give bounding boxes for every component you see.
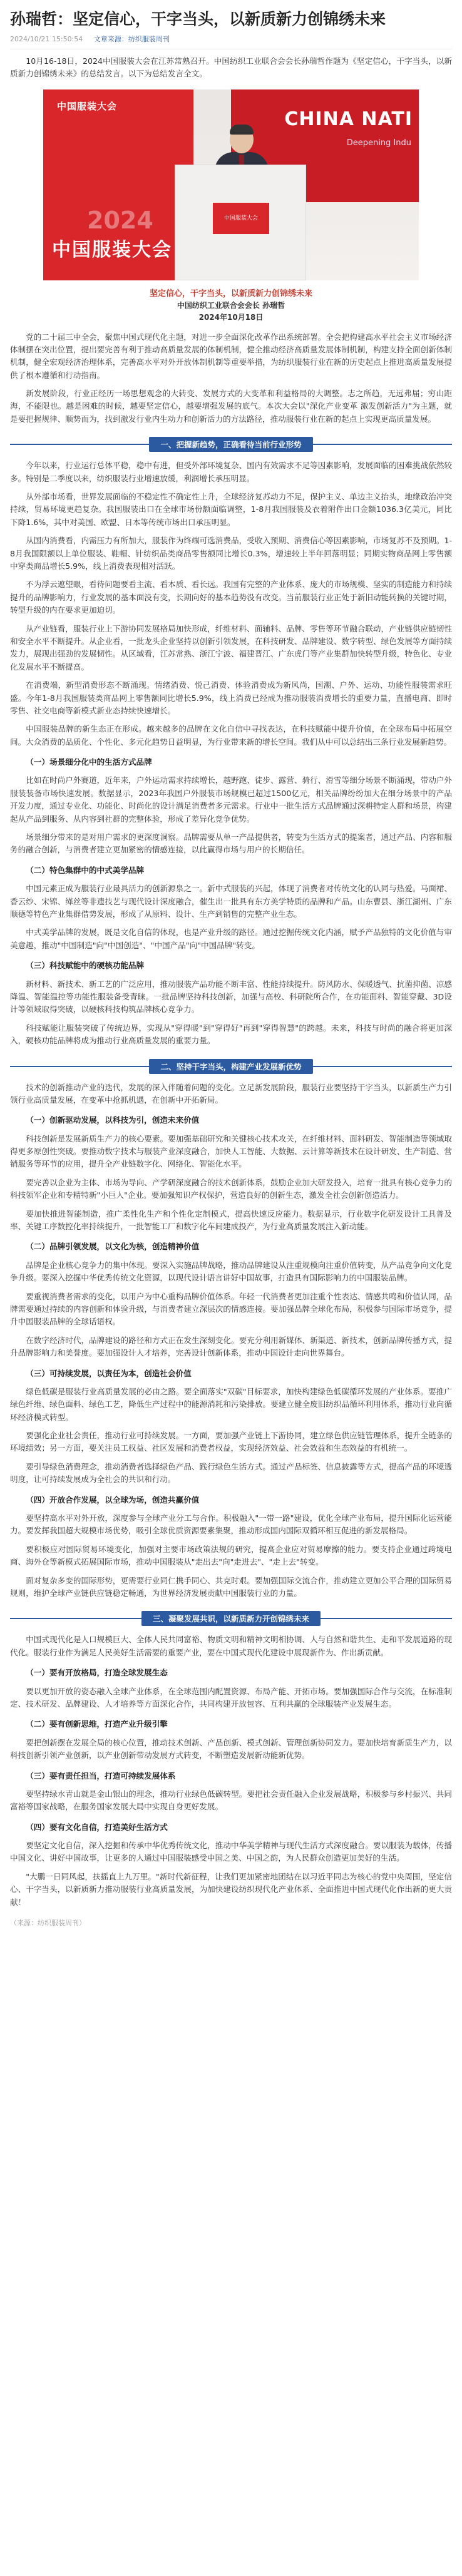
paragraph: 不为浮云遮望眼，看待问题要看主流、看本质、看长远。我国有完整的产业体系、庞大的市场规模、坚实的制造能力和持续提升的品牌影响力，行业发展的基本面没有变，长期向好的基本趋势没有改变。当前服装行业正处于新旧动能转换的关键时期，转型升级的内在要求更加迫切。 (10, 580, 452, 615)
paragraph: 在消费端，新型消费形态不断涌现。情绪消费、悦己消费、体验消费成为新风尚，国潮、户外、运动、功能性服装需求旺盛。今年1-8月我国服装类商品网上零售额同比增长5.9%，线上消费已经成为推动服装消费增长的重要力量，直播电商、即时零售、社交电商等新模式新业态持续快速增长。 (10, 680, 452, 715)
speech-caption (10, 287, 452, 322)
section-header-1 (10, 437, 452, 452)
paragraph: 从产业链看，服装行业上下游协同发展格局加快形成，纤维材料、面辅料、品牌、零售等环节融合联动，产业链供应链韧性和安全水平不断提升。从企业看，一批龙头企业坚持以创新引领发展，在科技研发、品牌建设、数字转型、绿色发展等方面持续发力，展现出强劲的发展韧性。从区域看，江苏常熟、浙江宁波、福建晋江、广东虎门等产业集群加快转型升级，特色化、专业化发展水平不断提高。 (10, 623, 452, 672)
paragraph: 科技创新是发展新质生产力的核心要素。要加强基础研究和关键核心技术攻关，在纤维材料、面料研发、智能制造等领域取得更多原创性突破。要推动数字技术与服装产业深度融合，加快人工智能、大数据、云计算等新技术在设计研发、生产制造、营销服务等环节的应用，提升全产业链数字化、网络化、智能化水平。 (10, 1133, 452, 1169)
subheading-work-1: （一）创新驱动发展，以科技为引，创造未来价值 (26, 1115, 200, 1125)
section-label: 三、凝聚发展共识，以新质新力开创锦绣未来 (141, 1611, 321, 1626)
paragraph: "大鹏一日同风起，扶摇直上九万里。"新时代新征程，让我们更加紧密地团结在以习近平同志为核心的党中央周围，坚定信心、干字当头，以新质新力推动服装行业高质量发展，为加快建设纺织现代化产业体系、全面推进中国式现代化作出新的更大贡献！ (10, 1871, 452, 1907)
paragraph: 新材料、新技术、新工艺的广泛应用，推动服装产品功能不断丰富、性能持续提升。防风防水、保暖透气、抗菌抑菌、凉感降温、智能温控等功能性服装备受青睐。一批品牌坚持科技创新，加强与高校、科研院所合作，在功能面料、智能穿戴、3D设计等领域取得突破，以硬核科技构筑品牌核心竞争力。 (10, 979, 452, 1015)
paragraph: 科技赋能让服装突破了传统边界，实现从"穿得暖"到"穿得好"再到"穿得智慧"的跨越。未来，科技与时尚的融合将更加深入，硬核功能品牌将成为推动行业高质量发展的重要力量。 (10, 1023, 452, 1046)
body-block-c (10, 1081, 452, 1107)
work-4-block (10, 1512, 452, 1600)
subheading-trend-2: （二）特色集群中的中式美学品牌 (26, 865, 145, 875)
paragraph: 中国元素正成为服装行业最具活力的创新源泉之一。新中式服装的兴起，体现了消费者对传统文化的认同与热爱。马面裙、香云纱、宋锦、缂丝等非遗技艺与现代设计深度融合，催生出一批具有东方美学特质的品牌和产品。山东曹县、浙江湖州、广东顺德等特色产业集群借势发展，形成了从原料、设计、生产到销售的完整产业生态。 (10, 884, 452, 919)
stage-backdrop-left (43, 89, 193, 280)
paragraph: 要加快推进智能制造，推广柔性化生产和个性化定制模式，提高快速反应能力。数据显示，行业数字化研发设计工具普及率、关键工序数控化率持续提升，一批智能工厂和数字化车间建成投产，为行业高质量发展注入新动能。 (10, 1209, 452, 1232)
subheading-work-3: （三）可持续发展，以责任为本，创造社会价值 (26, 1368, 192, 1378)
paragraph: 中国式现代化是人口规模巨大、全体人民共同富裕、物质文明和精神文明相协调、人与自然和谐共生、走和平发展道路的现代化。服装行业作为满足人民美好生活需要的重要产业，要在中国式现代化建设中展现新作为、作出新贡献。 (10, 1635, 452, 1657)
goal-3-block (10, 1788, 452, 1814)
paragraph: 要引导绿色消费理念，推动消费者选择绿色产品、践行绿色生活方式。通过产品标签、信息披露等方式，提高产品的环境透明度，让可持续发展成为全社会的共识和行动。 (10, 1461, 452, 1485)
paragraph: 面对复杂多变的国际形势，更需要行业同仁携手同心、共克时艰。要加强国际交流合作，推动建立更加公平合理的国际贸易规则，维护全球产业链供应链稳定畅通，为世界经济发展贡献中国服装行业的力量。 (10, 1575, 452, 1598)
paragraph: 要把创新摆在发展全局的核心位置，推动技术创新、产品创新、模式创新、管理创新协同发力。要加快培育新质生产力，以科技创新引领产业创新，以产业创新带动发展方式转变，不断塑造发展新动能新优势。 (10, 1737, 452, 1761)
trend-3-block (10, 978, 452, 1048)
subheading-trend-1: （一）场景细分化中的生活方式品牌 (26, 757, 152, 767)
paragraph: 中国服装品牌的新生态正在形成。越来越多的品牌在文化自信中寻找表达，在科技赋能中提升价值，在全球布局中拓展空间。大众消费的品质化、个性化、多元化趋势日益明显，为行业带来新的增长空间。我们从中可以总结出三条行业发展新趋势。 (10, 724, 452, 747)
backdrop-title: 中国服装大会 (52, 238, 172, 261)
speaker-hair (230, 125, 254, 135)
caption-title: 坚定信心，干字当头，以新质新力创锦绣未来 (149, 289, 312, 299)
backdrop-year: 2024 (87, 206, 153, 234)
trend-1-block (10, 774, 452, 856)
body-block-b (10, 459, 452, 749)
paragraph: 要重视消费者需求的变化，以用户为中心重构品牌价值体系。年轻一代消费者更加注重个性表达、情感共鸣和价值认同，品牌需要通过持续的内容创新和体验升级，与消费者建立深层次的情感连接。要加强品牌全球化布局，积极参与国际市场竞争，提升中国服装品牌的全球话语权。 (10, 1291, 452, 1327)
intro-block (10, 55, 452, 81)
paragraph: 中式美学品牌的发展，既是文化自信的体现，也是产业升级的路径。通过挖掘传统文化内涵，赋予产品独特的文化价值与审美意趣，推动"中国制造"向"中国创造"、"中国产品"向"中国品牌"转变。 (10, 928, 452, 950)
paragraph: 新发展阶段，行业正经历一场思想观念的大转变、发展方式的大变革和利益格局的大调整。志之所趋，无远弗届；穷山距海，不能限也。越是困难的时候，越要坚定信心，越要增强发展的底气。本次大会以"深化产业变革 激发创新活力"为主题，就是要把握规律、顺势而为，找到激发行业内生动力和创新活力的方法路径，推动服装行业在新的起点上实现更高质量发展。 (10, 389, 452, 424)
paragraph: 要以更加开放的姿态融入全球产业体系，在全球范围内配置资源、布局产能、开拓市场。要加强国际合作与交流，在标准制定、技术研发、品牌建设、人才培养等方面深化合作，共同构建开放包容、互利共赢的全球服装产业发展生态。 (10, 1686, 452, 1709)
work-3-block (10, 1386, 452, 1486)
paragraph: 要完善以企业为主体、市场为导向、产学研深度融合的技术创新体系，鼓励企业加大研发投入，培育一批具有核心竞争力的科技领军企业和专精特新"小巨人"企业。要加强知识产权保护，营造良好的创新生态，激发全社会创新创造活力。 (10, 1177, 452, 1200)
subheading-work-4: （四）开放合作发展，以全球为场，创造共赢价值 (26, 1495, 200, 1505)
goal-1-block (10, 1685, 452, 1711)
work-1-block (10, 1133, 452, 1234)
paragraph: 要积极应对国际贸易环境变化，加强对主要市场政策法规的研究，提高企业应对贸易摩擦的能力。要支持企业通过跨境电商、海外仓等新模式拓展国际市场，推动中国服装从"走出去"向"走进去"、"走上去"转变。 (10, 1544, 452, 1567)
paragraph: 在数字经济时代，品牌建设的路径和方式正在发生深刻变化。要充分利用新媒体、新渠道、新技术，创新品牌传播方式，提升品牌影响力和美誉度。要加强设计人才培养，完善设计创新体系，推动中国设计走向世界舞台。 (10, 1335, 452, 1358)
goal-4-block (10, 1839, 452, 1865)
paragraph: 从外部市场看，世界发展面临的不稳定性不确定性上升，全球经济复苏动力不足，保护主义、单边主义抬头，地缘政治冲突持续，贸易环境更趋复杂。我国服装出口在全球市场份额面临调整，1-8月我国服装及衣着附件出口金额1036.3亿美元，同比下降1.6%，其中对美国、欧盟、日本等传统市场出口承压明显。 (10, 492, 452, 527)
paragraph: 要坚定文化自信，深入挖掘和传承中华优秀传统文化，推动中华美学精神与现代生活方式深度融合。要以服装为载体，传播中国文化、讲好中国故事，让更多的人通过中国服装感受中国之美、中国之韵，为人民群众创造更加美好的生活。 (10, 1841, 452, 1863)
article-date: 2024/10/21 15:50:54 (10, 34, 83, 43)
paragraph: 场景细分带来的是对用户需求的更深度洞察。品牌需要从单一产品提供者，转变为生活方式的提案者，通过产品、内容和服务的融合创新，与消费者建立更加紧密的情感连接，以此赢得市场与用户的长期信任。 (10, 832, 452, 855)
section-header-2 (10, 1059, 452, 1074)
article-title: 孙瑞哲：坚定信心，干字当头，以新质新力创锦绣未来 (10, 10, 386, 28)
caption-date: 2024年10月18日 (198, 312, 264, 322)
subheading-goal-1: （一）要有开放格局，打造全球发展生态 (26, 1668, 168, 1678)
body-block-a (10, 331, 452, 426)
paragraph: 党的二十届三中全会，聚焦中国式现代化主题，对进一步全面深化改革作出系统部署。全会把构建高水平社会主义市场经济体制摆在突出位置，提出要完善有利于推动高质量发展的体制机制，健全推动经济高质量发展体制机制，构建支持全面创新体制机制，健全宏观经济治理体系，完善高水平对外开放体制机制等重要举措，为纺织服装行业在新的历史起点上推进高质量发展提供了根本遵循和行动指南。 (10, 332, 452, 380)
paragraph: 品牌是企业核心竞争力的集中体现。要深入实施品牌战略，推动品牌建设从注重规模向注重价值转变，从产品竞争向文化竞争升级。要深入挖掘中华优秀传统文化资源，以现代设计语言讲好中国故事，打造具有国际影响力的中国服装品牌。 (10, 1260, 452, 1283)
paragraph: 要坚持绿水青山就是金山银山的理念，推动行业绿色低碳转型。要把社会责任融入企业发展战略，积极参与乡村振兴、共同富裕等国家战略，在服务国家发展大局中实现自身更好发展。 (10, 1789, 452, 1812)
backdrop-english-sub: Deepening Indu (346, 138, 411, 148)
body-block-d (10, 1633, 452, 1659)
article-source[interactable]: 文章来源：纺织服装周刊 (93, 34, 170, 43)
conference-photo (43, 89, 419, 280)
paragraph: 要坚持高水平对外开放，深度参与全球产业分工与合作。积极融入"一带一路"建设，优化全球产业布局，提升国际化运营能力。要发挥我国超大规模市场优势，吸引全球优质资源要素集聚，推动形成国内国际双循环相互促进的新发展格局。 (10, 1513, 452, 1536)
paragraph: 要强化企业社会责任，推动行业可持续发展。一方面，要加强产业链上下游协同，建立绿色供应链管理体系，提升全链条的环境绩效；另一方面，要关注员工权益、社区发展和消费者权益，实现经济效益、社会效益和生态效益的有机统一。 (10, 1431, 452, 1453)
paragraph: 绿色低碳是服装行业高质量发展的必由之路。要全面落实"双碳"目标要求，加快构建绿色低碳循环发展的产业体系。要推广绿色纤维、绿色面料、绿色工艺，降低生产过程中的能源消耗和污染排放。要建立健全废旧纺织品循环利用体系，推动行业向循环经济模式转型。 (10, 1386, 452, 1422)
trend-2-block (10, 882, 452, 952)
subheading-goal-2: （二）要有创新思维，打造产业升级引擎 (26, 1719, 168, 1729)
footer-source-note: （来源：纺织服装周刊） (10, 1919, 86, 1928)
backdrop-english: CHINA NATI (284, 108, 413, 130)
subheading-goal-3: （三）要有责任担当，打造可持续发展体系 (26, 1771, 176, 1781)
subheading-trend-3: （三）科技赋能中的硬核功能品牌 (26, 961, 145, 971)
section-label: 一、把握新趋势，正确看待当前行业形势 (149, 437, 312, 452)
work-2-block (10, 1259, 452, 1360)
article-meta (10, 34, 452, 49)
goal-2-block (10, 1737, 452, 1762)
paragraph: 10月16-18日，2024中国服装大会在江苏常熟召开。中国纺织工业联合会会长孙瑞哲作题为《坚定信心，干字当头，以新质新力创锦绣未来》的总结发言。以下为总结发言全文。 (10, 56, 452, 79)
paragraph: 今年以来，行业运行总体平稳，稳中有进，但受外部环境复杂、国内有效需求不足等因素影响，发展面临的困难挑战依然较多。特别是二季度以来，纺织服装行业增速放缓，利润增长承压明显。 (10, 461, 452, 483)
paragraph: 技术的创新推动产业的迭代，发展的深入伴随着问题的变化。立足新发展阶段，服装行业要坚持干字当头，以新质生产力引领行业高质量发展，在变革中抢抓机遇，在创新中开拓新局。 (10, 1082, 452, 1105)
subheading-work-2: （二）品牌引领发展，以文化为核，创造精神价值 (26, 1242, 200, 1252)
subheading-goal-4: （四）要有文化自信，打造美好生活方式 (26, 1822, 168, 1832)
section-label: 二、坚持干字当头，构建产业发展新优势 (149, 1059, 312, 1074)
conference-logo: 中国服装大会 (57, 100, 118, 112)
podium (175, 165, 306, 280)
paragraph: 从国内消费看，内需压力有所加大，服装作为终端可选消费品，受收入预期、消费信心等因素影响，市场复苏不及预期。1-8月我国限额以上单位服装、鞋帽、针纺织品类商品零售额同比增长0.3%，增速较上半年回落明显；同期实物商品网上零售额中穿类商品增长5.9%，线上消费表现相对活跃。 (10, 536, 452, 571)
section-header-3 (10, 1611, 452, 1626)
paragraph: 比如在时尚户外赛道，近年来，户外运动需求持续增长，越野跑、徒步、露营、骑行、滑雪等细分场景不断涌现，带动户外服装装备市场快速发展。数据显示，2023年我国户外服装市场规模已超过1500亿元，相关品牌纷纷加大在细分场景中的产品开发力度，通过专业化、功能化、时尚化的设计满足消费者多元需求。行业中一批生活方式品牌通过深耕特定人群和场景，构建起从产品到服务、从内容到社群的完整体验，形成了差异化竞争优势。 (10, 775, 452, 824)
caption-speaker: 中国纺织工业联合会会长 孙瑞哲 (177, 300, 285, 310)
closing-block (10, 1871, 452, 1909)
podium-plate: 中国服装大会 (213, 203, 269, 234)
